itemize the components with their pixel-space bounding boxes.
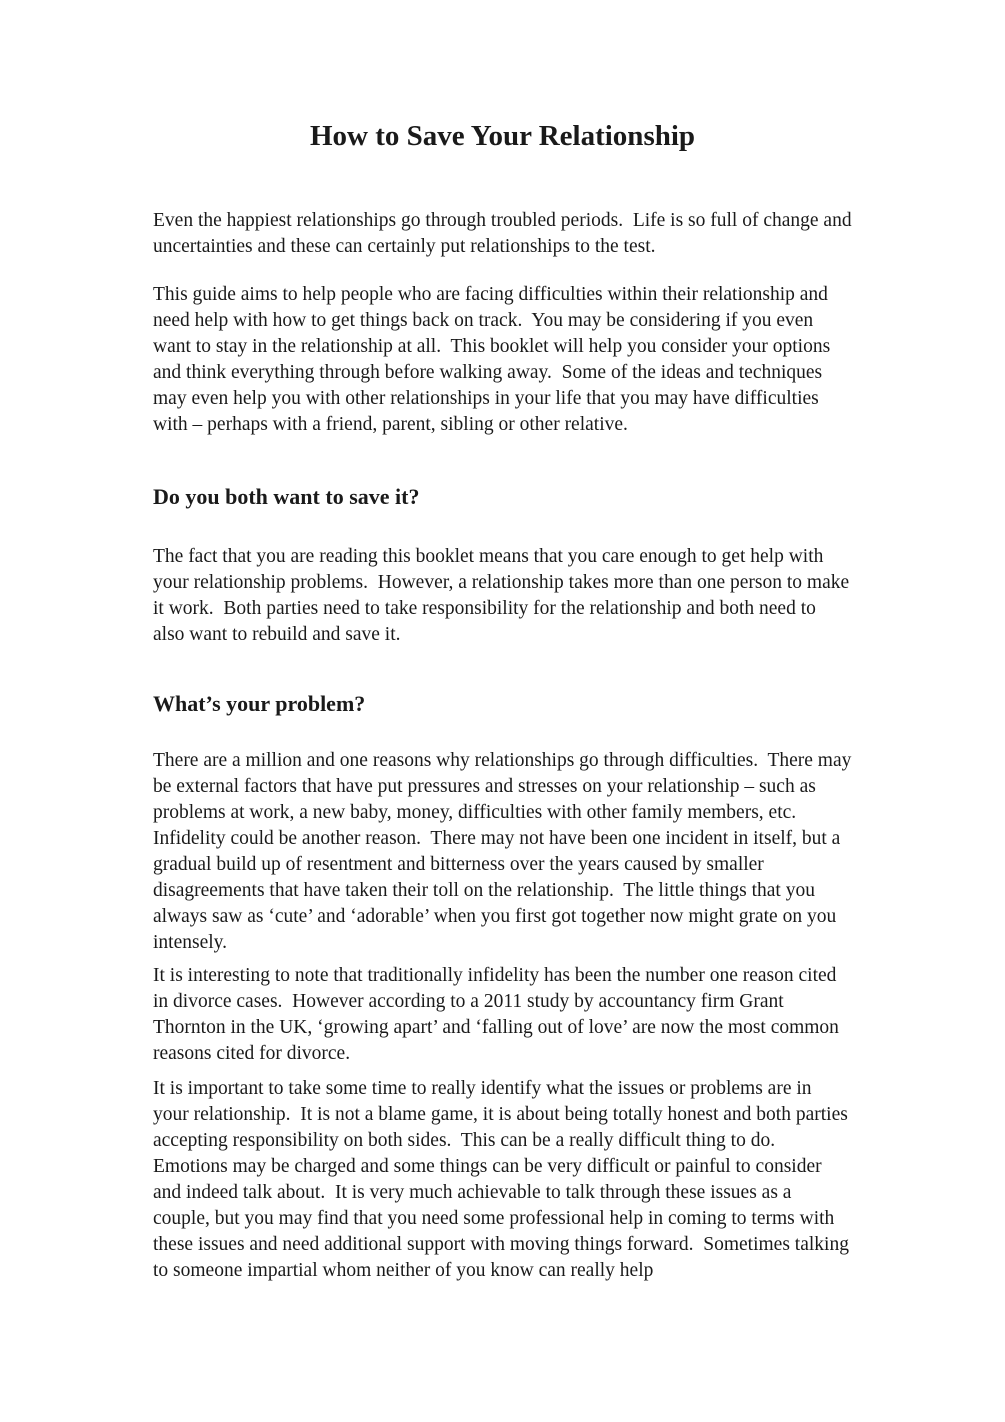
save-it-paragraph: The fact that you are reading this booklet means that you care enough to get help with your relationship problems. However, a relationship takes more than one person to make it work. Both parties need to take responsibility for the relationship and both need to also want to rebuild and save it. [153, 546, 855, 645]
document-title: How to Save Your Relationship [309, 120, 696, 152]
section-heading-your-problem: What’s your problem? [153, 691, 366, 716]
intro-paragraph-2: This guide aims to help people who are facing difficulties within their relationship and need help with how to get things back on track. You may be considering if you even want to stay in the relationship at all. This booklet will help you consider your options and think everything through before walking away. Some of the ideas and techniques may even help you with other relationships in your life that you may have difficulties with – perhaps with a friend, parent, sibling or other relative. [153, 284, 836, 435]
problem-paragraph-2: It is interesting to note that traditionally infidelity has been the number one reason cited in divorce cases. However according to a 2011 study by accountancy firm Grant Thornton in the UK, ‘growing apart’ and ‘falling out of love’ are now the most common reasons cited for divorce. [153, 965, 844, 1064]
section-heading-save-it: Do you both want to save it? [153, 484, 420, 509]
intro-paragraph-1: Even the happiest relationships go through troubled periods. Life is so full of change and uncertainties and these can certainly put relationships to the test. [153, 210, 857, 257]
problem-paragraph-3: It is important to take some time to really identify what the issues or problems are in your relationship. It is not a blame game, it is about being totally honest and both parties accepting responsibility on both sides. This can be a really difficult thing to do. Emotions may be charged and some things can be very difficult or painful to consider and indeed talk about. It is very much achievable to talk through these issues as a couple, but you may find that you need some professional help in coming to terms with these issues and need additional support with moving things forward. Sometimes talking to someone impartial whom neither of you know can really help [153, 1078, 854, 1281]
problem-paragraph-1: There are a million and one reasons why relationships go through difficulties. There may be external factors that have put pressures and stresses on your relationship – such as problems at work, a new baby, money, difficulties with other family members, etc. Infidelity could be another reason. There may not have been one incident in itself, but a gradual build up of resentment and bitterness over the years caused by smaller disagreements that have taken their toll on the relationship. The little things that you always saw as ‘cute’ and ‘adorable’ when you first got together now might grate on you intensely. [153, 750, 857, 953]
